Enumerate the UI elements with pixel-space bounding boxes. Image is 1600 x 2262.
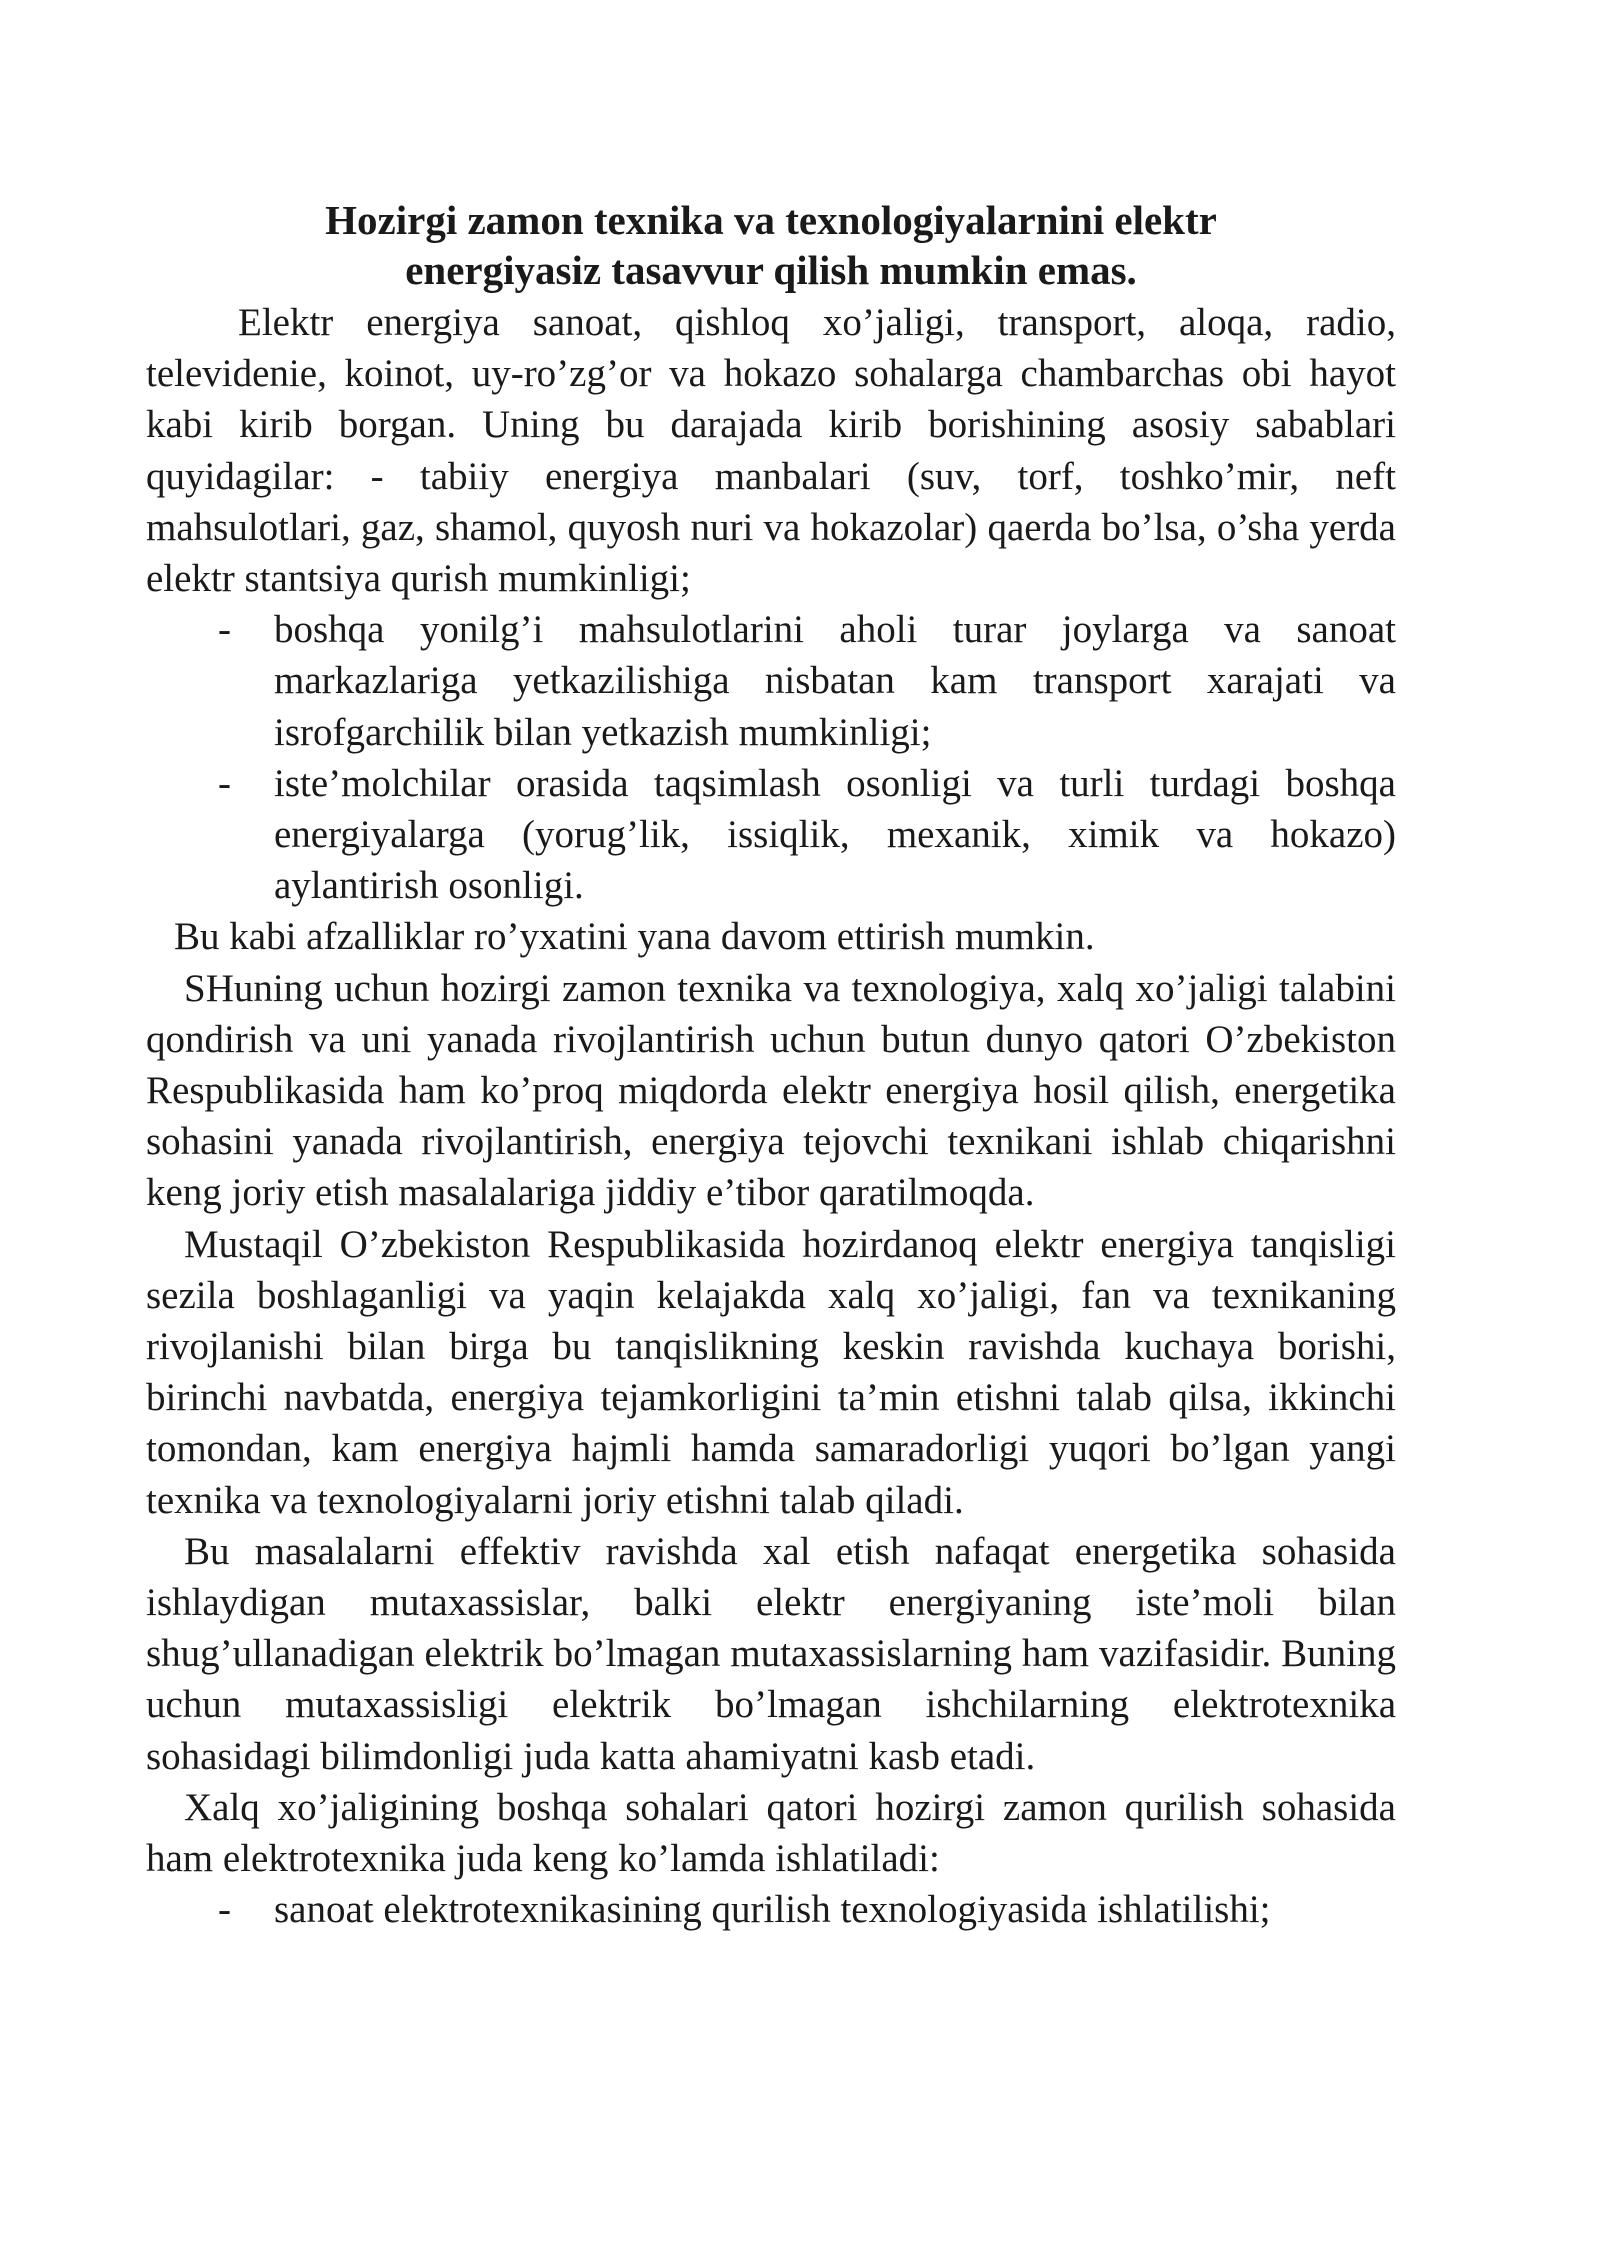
paragraph-2: Bu kabi afzalliklar ro’yxatini yana davom ettirish mumkin. [174,915,1095,959]
list-item [146,1884,1396,1935]
list-item-text: sanoat elektrotexnikasining qurilish texnologiyasida ishlatilishi; [274,1888,1271,1932]
document-page [146,195,1396,1936]
title-line-1: Hozirgi zamon texnika va texnologiyalarnini elektr [325,197,1217,243]
paragraph-1: Elektr energiya sanoat, qishloq xo’jaligi, transport, aloqa, radio, televidenie, koinot, uy-ro’zg’or va hokazo sohalarga chambarchas obi hayot kabi kirib borgan. Uning bu darajada kirib borishining asosiy sabablari quyidagilar: - tabiiy energiya manbalari (suv, torf, toshko’mir, neft mahsulotlari, gaz, shamol, quyosh nuri va hokazolar) qaerda bo’lsa, o’sha yerda elektr stantsiya qurish mumkinligi; [146,301,1396,601]
document-title [146,195,1396,295]
paragraph-3: SHuning uchun hozirgi zamon texnika va texnologiya, xalq xo’jaligi talabini qondirish va uni yanada rivojlantirish uchun butun dunyo qatori O’zbekiston Respublikasida ham ko’proq miqdorda elektr energiya hosil qilish, energetika sohasini yanada rivojlantirish, energiya tejovchi texnikani ishlab chiqarishni keng joriy etish masalalariga jiddiy e’tibor qaratilmoqda. [146,966,1396,1215]
list-item-text: iste’molchilar orasida taqsimlash osonligi va turli turdagi boshqa energiyalarga (yorug’lik, issiqlik, mexanik, ximik va hokazo) aylantirish osonligi. [274,761,1396,908]
paragraph-5: Bu masalalarni effektiv ravishda xal etish nafaqat energetika sohasida ishlaydigan mutaxassislar, balki elektr energiyaning iste’moli bilan shug’ullanadigan elektrik bo’lmagan mutaxassislarning ham vazifasidir. Buning uchun mutaxassisligi elektrik bo’lmagan ishchilarning elektrotexnika sohasidagi bilimdonligi juda katta ahamiyatni kasb etadi. [146,1529,1396,1778]
list-dash: - [218,761,231,805]
bullet-list-1 [146,604,1396,911]
list-item [146,758,1396,912]
bullet-list-2 [146,1884,1396,1935]
list-dash: - [218,1888,231,1932]
list-item [146,604,1396,758]
list-dash: - [218,608,231,652]
paragraph-4: Mustaqil O’zbekiston Respublikasida hozirdanoq elektr energiya tanqisligi sezila boshlaganligi va yaqin kelajakda xalq xo’jaligi, fan va texnikaning rivojlanishi bilan birga bu tanqislikning keskin ravishda kuchaya borishi, birinchi navbatda, energiya tejamkorligini ta’min etishni talab qilsa, ikkinchi tomondan, kam energiya hajmli hamda samaradorligi yuqori bo’lgan yangi texnika va texnologiyalarni joriy etishni talab qiladi. [146,1222,1396,1522]
title-line-2: energiyasiz tasavvur qilish mumkin emas. [405,247,1137,293]
list-item-text: boshqa yonilg’i mahsulotlarini aholi turar joylarga va sanoat markazlariga yetkazilishiga nisbatan kam transport xarajati va isrofgarchilik bilan yetkazish mumkinligi; [274,608,1396,754]
paragraph-6: Xalq xo’jaligining boshqa sohalari qatori hozirgi zamon qurilish sohasida ham elektrotexnika juda keng ko’lamda ishlatiladi: [146,1785,1396,1881]
